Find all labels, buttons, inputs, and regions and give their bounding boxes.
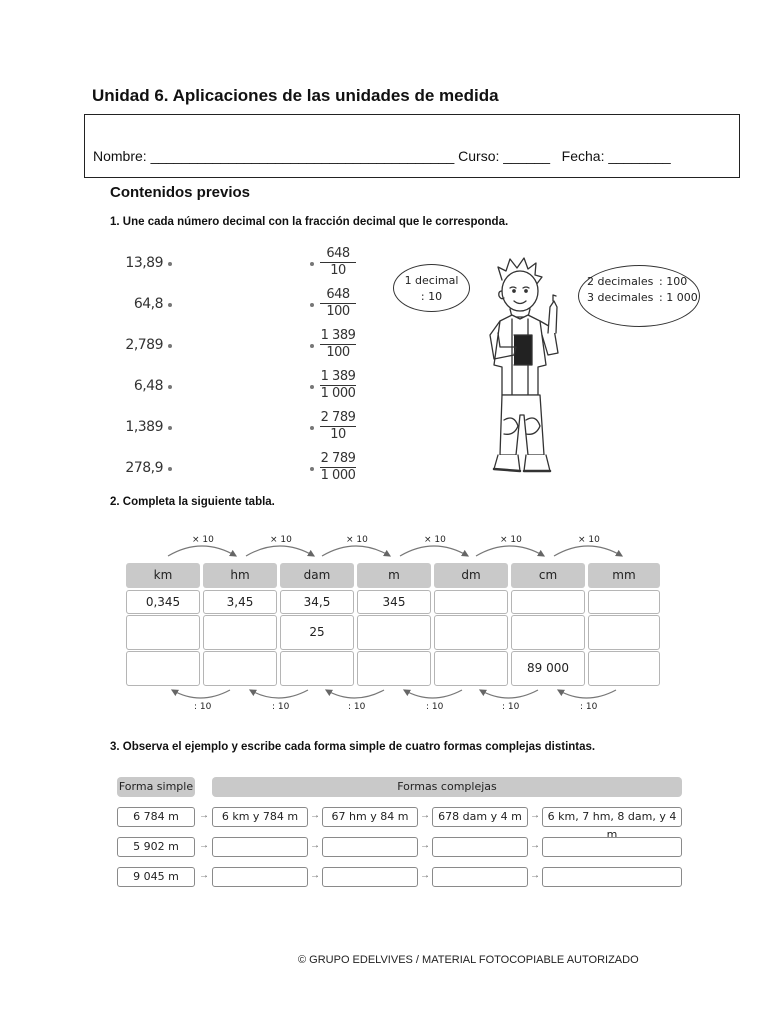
complex-form-box[interactable]: 678 dam y 4 m <box>432 807 528 827</box>
name-label: Nombre: <box>93 148 147 164</box>
arrow-right-icon: → <box>310 810 320 821</box>
table-cell[interactable] <box>511 615 585 650</box>
date-label: Fecha: <box>561 148 605 164</box>
table-cell[interactable]: 89 000 <box>511 651 585 686</box>
fraction-denominator: 1 000 <box>320 468 356 483</box>
bubble-line: 1 decimal <box>404 274 459 287</box>
exercise-3-instruction: 3. Observa el ejemplo y escribe cada forma simple de cuatro formas complejas distintas. <box>110 741 596 753</box>
table-cell[interactable]: 0,345 <box>126 590 200 614</box>
decimal-number[interactable]: 6,48 <box>133 378 163 394</box>
simple-form-value: 6 784 m <box>117 807 195 827</box>
student-info-box <box>84 114 740 178</box>
multiply-label: × 10 <box>192 535 214 545</box>
unit-header-km: km <box>126 563 200 588</box>
table-cell[interactable] <box>357 651 431 686</box>
divide-label: : 10 <box>580 702 598 712</box>
arrow-right-icon: → <box>310 870 320 881</box>
table-cell[interactable]: 3,45 <box>203 590 277 614</box>
arrow-right-icon: → <box>530 810 540 821</box>
simple-form-value: 9 045 m <box>117 867 195 887</box>
fraction-numerator: 648 <box>320 287 356 304</box>
table-cell[interactable] <box>434 615 508 650</box>
table-cell[interactable] <box>511 590 585 614</box>
student-info-line <box>93 148 671 164</box>
multiply-label: × 10 <box>270 535 292 545</box>
match-dot-right[interactable] <box>310 426 314 430</box>
decimal-number[interactable]: 1,389 <box>125 419 163 435</box>
multiply-arrows <box>0 530 768 564</box>
match-dot-right[interactable] <box>310 303 314 307</box>
match-dot-left[interactable] <box>168 385 172 389</box>
table-cell[interactable] <box>357 615 431 650</box>
table-cell[interactable]: 25 <box>280 615 354 650</box>
complex-form-box[interactable] <box>212 867 308 887</box>
unit-header-dm: dm <box>434 563 508 588</box>
divide-label: : 10 <box>272 702 290 712</box>
complex-form-box[interactable]: 6 km y 784 m <box>212 807 308 827</box>
complex-form-box[interactable] <box>432 837 528 857</box>
match-dot-left[interactable] <box>168 303 172 307</box>
match-dot-left[interactable] <box>168 426 172 430</box>
copyright-footer: © GRUPO EDELVIVES / MATERIAL FOTOCOPIABLE AUTORIZADO <box>298 954 639 966</box>
section-title: Contenidos previos <box>110 184 251 201</box>
fraction-numerator: 1 389 <box>320 328 356 343</box>
match-dot-right[interactable] <box>310 385 314 389</box>
fraction-numerator: 648 <box>320 246 356 263</box>
match-dot-right[interactable] <box>310 262 314 266</box>
divide-arrows <box>0 684 768 706</box>
decimal-fraction[interactable] <box>320 410 356 443</box>
arrow-right-icon: → <box>420 810 430 821</box>
bubble-value: : 1 000 <box>659 291 698 304</box>
speech-bubble-left <box>393 264 470 312</box>
match-dot-right[interactable] <box>310 344 314 348</box>
decimal-number[interactable]: 278,9 <box>125 460 163 476</box>
complex-forms-header: Formas complejas <box>212 777 682 797</box>
unit-header-dam: dam <box>280 563 354 588</box>
multiply-label: × 10 <box>500 535 522 545</box>
arrow-right-icon: → <box>199 840 209 851</box>
table-cell[interactable] <box>434 590 508 614</box>
exercise-1-instruction: 1. Une cada número decimal con la fracción decimal que le corresponda. <box>110 216 509 228</box>
arrow-right-icon: → <box>530 840 540 851</box>
bubble-row <box>587 291 697 304</box>
complex-form-box[interactable] <box>432 867 528 887</box>
fraction-denominator: 10 <box>330 427 346 442</box>
arrow-right-icon: → <box>310 840 320 851</box>
arrow-right-icon: → <box>199 810 209 821</box>
table-cell[interactable] <box>203 615 277 650</box>
unit-header-hm: hm <box>203 563 277 588</box>
table-cell[interactable] <box>280 651 354 686</box>
table-cell[interactable]: 345 <box>357 590 431 614</box>
fraction-denominator: 1 000 <box>320 386 356 401</box>
exercise-2-instruction: 2. Completa la siguiente tabla. <box>110 496 275 508</box>
decimal-number[interactable]: 2,789 <box>125 337 163 353</box>
arrow-right-icon: → <box>530 870 540 881</box>
name-field[interactable]: _______________________________________ <box>150 148 455 164</box>
divide-label: : 10 <box>502 702 520 712</box>
simple-form-header: Forma simple <box>117 777 195 797</box>
course-label: Curso: <box>458 148 500 164</box>
complex-form-box[interactable]: 67 hm y 84 m <box>322 807 418 827</box>
divide-label: : 10 <box>348 702 366 712</box>
unit-header-cm: cm <box>511 563 585 588</box>
arrow-right-icon: → <box>420 840 430 851</box>
table-cell[interactable] <box>434 651 508 686</box>
bubble-label: 2 decimales <box>587 275 654 288</box>
multiply-label: × 10 <box>346 535 368 545</box>
table-cell[interactable] <box>203 651 277 686</box>
complex-form-box[interactable] <box>212 837 308 857</box>
decimal-fraction[interactable] <box>320 451 356 484</box>
fraction-numerator: 2 789 <box>320 410 356 425</box>
divide-label: : 10 <box>194 702 212 712</box>
simple-form-value: 5 902 m <box>117 837 195 857</box>
unit-header-mm: mm <box>588 563 660 588</box>
decimal-fraction[interactable] <box>320 246 356 279</box>
course-field[interactable]: ______ <box>503 148 550 164</box>
page-title: Unidad 6. Aplicaciones de las unidades de medida <box>92 86 499 105</box>
complex-form-box[interactable] <box>322 867 418 887</box>
table-cell[interactable] <box>588 615 660 650</box>
match-dot-left[interactable] <box>168 262 172 266</box>
complex-form-box[interactable] <box>322 837 418 857</box>
arrow-right-icon: → <box>420 870 430 881</box>
match-dot-left[interactable] <box>168 467 172 471</box>
table-cell[interactable] <box>588 651 660 686</box>
match-dot-left[interactable] <box>168 344 172 348</box>
bubble-row <box>587 275 697 288</box>
multiply-label: × 10 <box>424 535 446 545</box>
table-cell[interactable] <box>126 651 200 686</box>
fraction-denominator: 100 <box>326 345 350 360</box>
decimal-fraction[interactable] <box>320 369 356 402</box>
fraction-numerator: 2 789 <box>320 451 356 466</box>
table-cell[interactable]: 34,5 <box>280 590 354 614</box>
speech-bubble-right <box>578 265 700 327</box>
arrow-right-icon: → <box>199 870 209 881</box>
table-cell[interactable] <box>588 590 660 614</box>
bubble-line: : 10 <box>420 290 443 303</box>
fraction-numerator: 1 389 <box>320 369 356 384</box>
complex-form-box[interactable] <box>542 837 682 857</box>
complex-form-box[interactable]: 6 km, 7 hm, 8 dam, y 4 m <box>542 807 682 827</box>
date-field[interactable]: ________ <box>608 148 671 164</box>
multiply-label: × 10 <box>578 535 600 545</box>
boy-illustration <box>462 255 592 480</box>
bubble-value: : 100 <box>659 275 688 288</box>
fraction-denominator: 100 <box>326 304 350 319</box>
decimal-fraction[interactable] <box>320 287 356 320</box>
unit-header-m: m <box>357 563 431 588</box>
match-dot-right[interactable] <box>310 467 314 471</box>
decimal-fraction[interactable] <box>320 328 356 361</box>
bubble-label: 3 decimales <box>587 291 654 304</box>
complex-form-box[interactable] <box>542 867 682 887</box>
fraction-denominator: 10 <box>330 263 346 278</box>
decimal-number[interactable]: 13,89 <box>125 255 163 271</box>
table-cell[interactable] <box>126 615 200 650</box>
divide-label: : 10 <box>426 702 444 712</box>
decimal-number[interactable]: 64,8 <box>133 296 163 312</box>
